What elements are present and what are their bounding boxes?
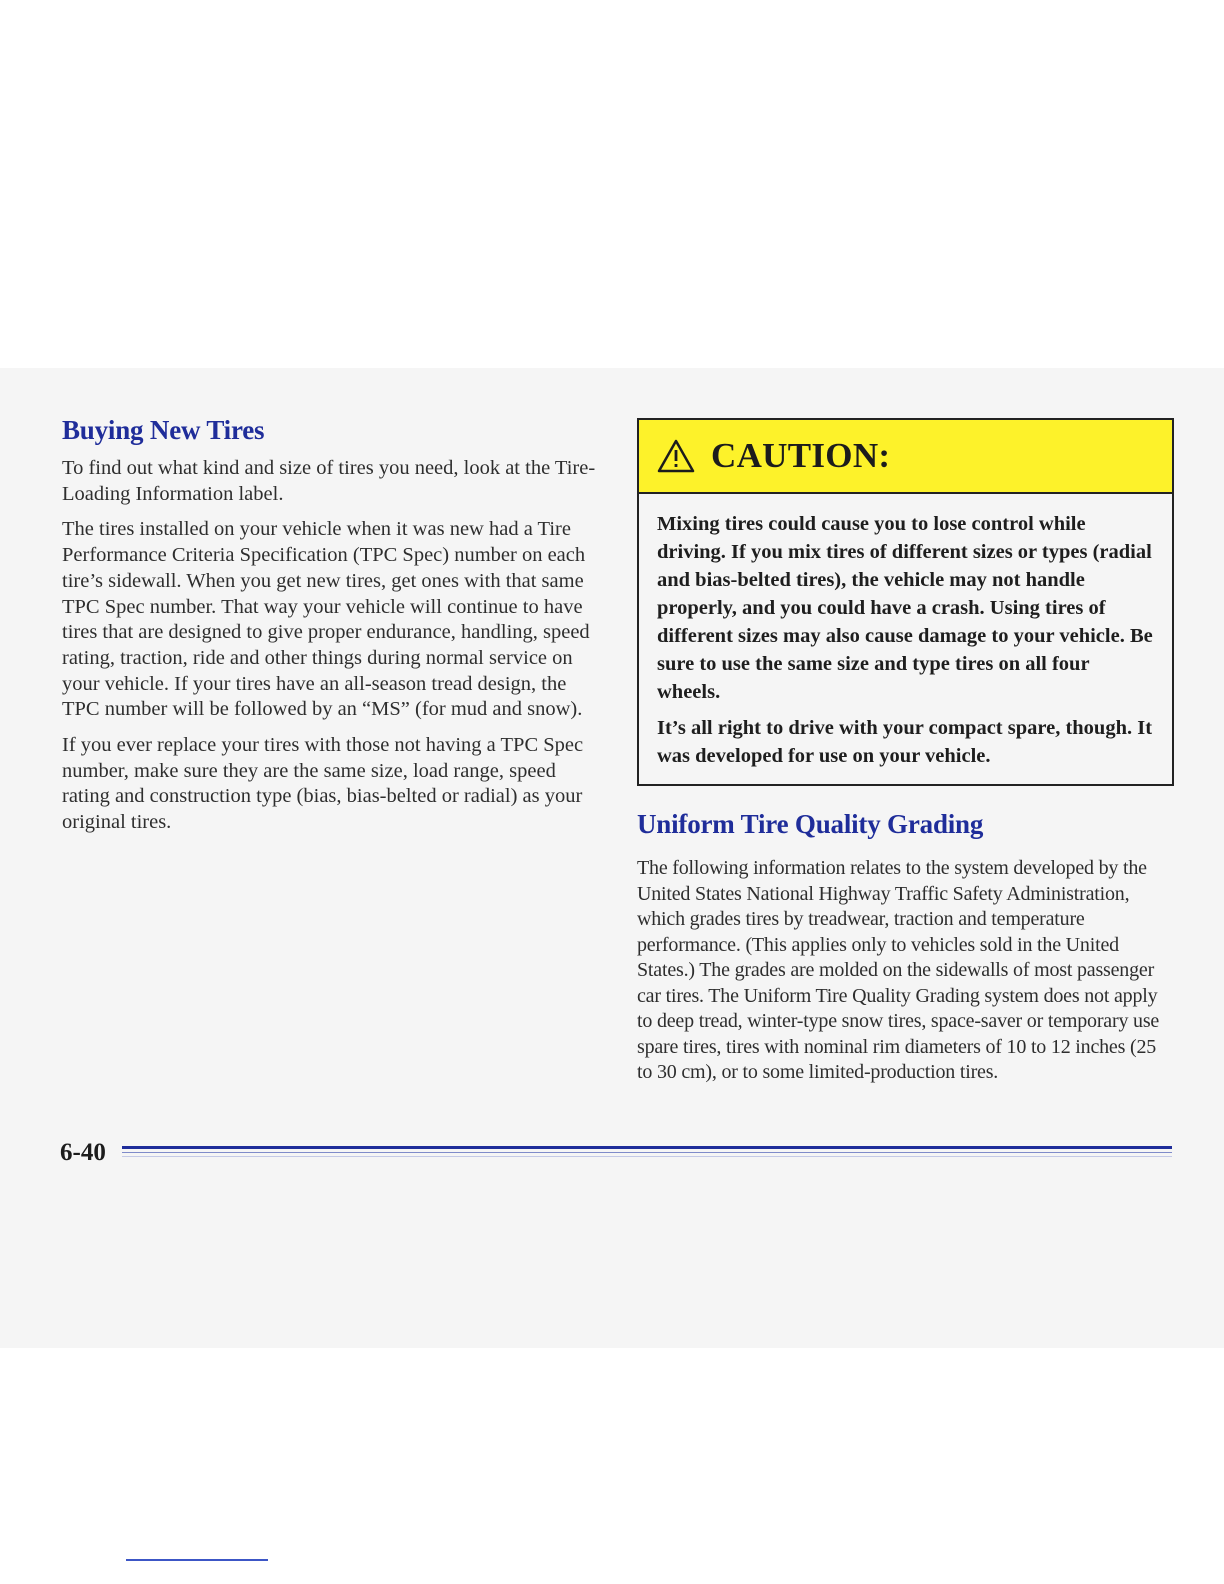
- uniform-tire-quality-grading-heading: Uniform Tire Quality Grading: [637, 809, 984, 839]
- caution-body: [639, 494, 1172, 784]
- caution-paragraph-2: It’s all right to drive with your compact spare, though. It was developed for use on your vehicle.: [657, 717, 1153, 767]
- caution-header: [639, 420, 1172, 494]
- bottom-rule-mark: [126, 1559, 268, 1561]
- page-number: 6-40: [60, 1139, 106, 1166]
- footer-rule: [122, 1146, 1172, 1149]
- right-paragraph: The following information relates to the system developed by the United States National Highway Traffic Safety Administration, which grades tires by treadwear, traction and temperature performance. (This applies only to vehicles sold in the United States.) The grades are molded on the sidewalls of most passenger car tires. The Uniform Tire Quality Grading system does not apply to deep tread, winter-type snow tires, space-saver or temporary use spare tires, tires with nominal rim diameters of 10 to 12 inches (25 to 30 cm), or to some limited-production tires.: [637, 857, 1160, 1083]
- page-footer: [60, 1138, 1172, 1168]
- footer-rule-secondary: [122, 1152, 1172, 1153]
- left-paragraph-1: To find out what kind and size of tires you need, look at the Tire-Loading Information label.: [62, 457, 596, 505]
- buying-new-tires-heading: Buying New Tires: [62, 415, 265, 445]
- left-paragraph-2: The tires installed on your vehicle when it was new had a Tire Performance Criteria Specification (TPC Spec) number on each tire’s sidewall. When you get new tires, get ones with that same TPC Spec number. That way your vehicle will continue to have tires that are designed to give proper endurance, handling, speed rating, traction, ride and other things during normal service on your vehicle. If your tires have an all-season tread design, the TPC number will be followed by an “MS” (for mud and snow).: [62, 518, 590, 721]
- left-column: [62, 410, 597, 846]
- warning-triangle-icon: [657, 439, 695, 473]
- caution-title: CAUTION:: [711, 436, 891, 475]
- caution-paragraph-1: Mixing tires could cause you to lose control while driving. If you mix tires of different sizes or types (radial and bias-belted tires), the vehicle may not handle properly, and you could have a crash. Using tires of different sizes may also cause damage to your vehicle. Be sure to use the same size and type tires on all four wheels.: [657, 513, 1153, 703]
- right-column: [637, 418, 1174, 1096]
- left-paragraph-3: If you ever replace your tires with those not having a TPC Spec number, make sure they are the same size, load range, speed rating and construction type (bias, bias-belted or radial) as your original tires.: [62, 734, 584, 834]
- footer-rule-tertiary: [122, 1156, 1172, 1157]
- caution-box: [637, 418, 1174, 786]
